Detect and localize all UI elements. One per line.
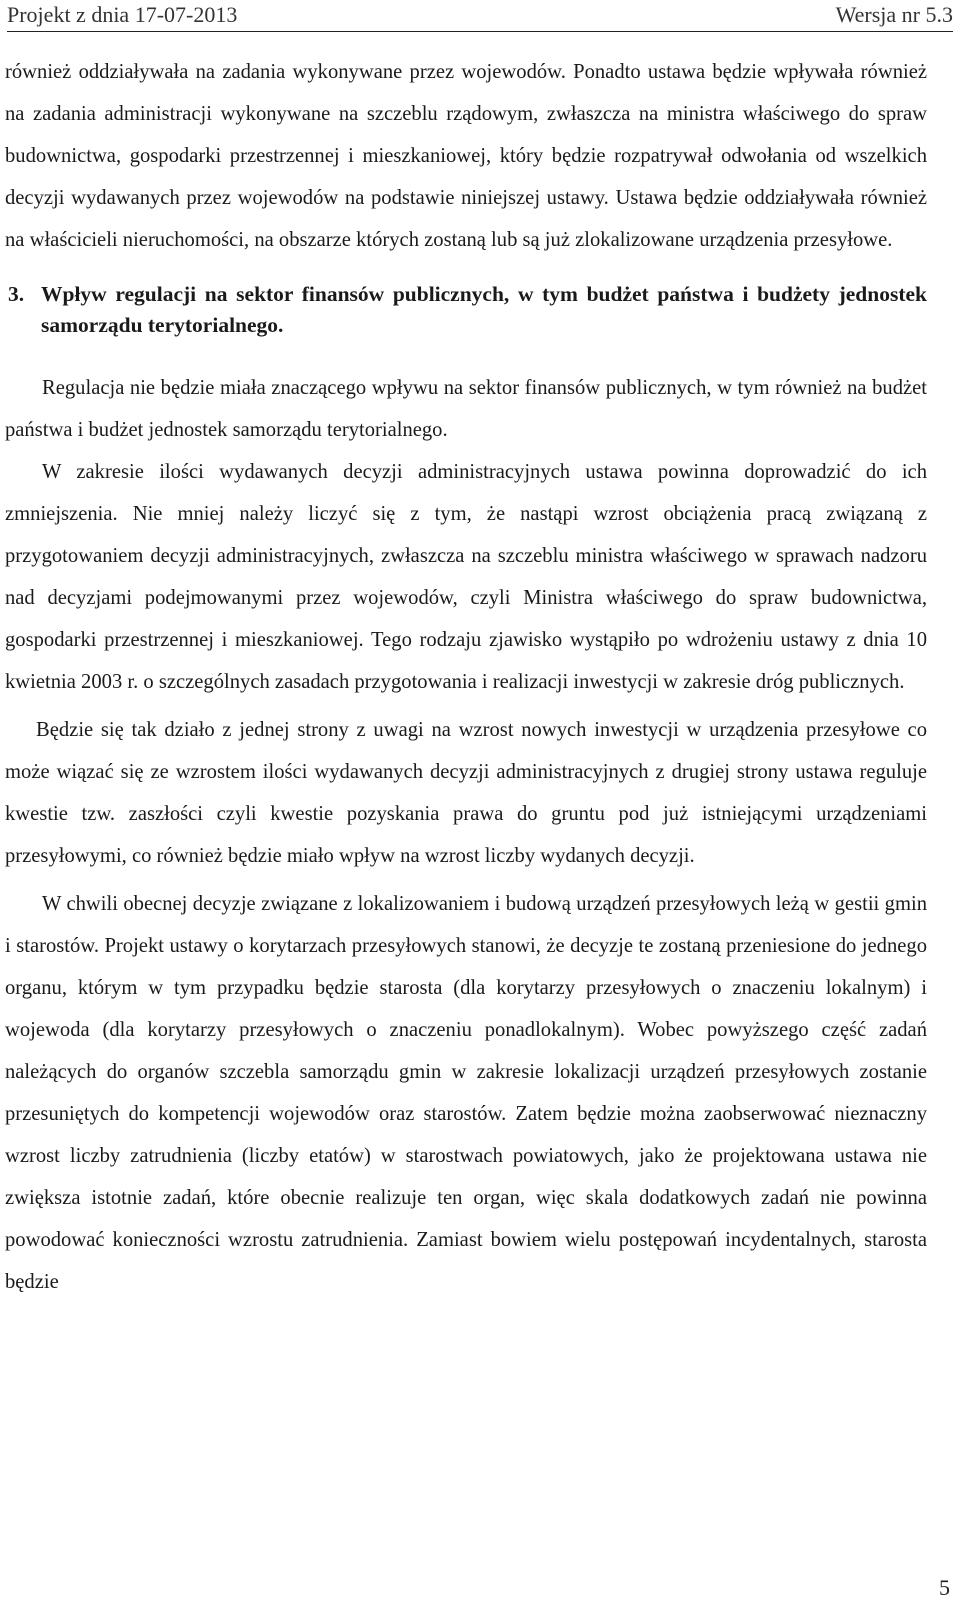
page-header [7,0,953,32]
paragraph-decisions: W zakresie ilości wydawanych decyzji administracyjnych ustawa powinna doprowadzić do ich zmniejszenia. Nie mniej należy liczyć się z tym, że nastąpi wzrost obciążenia pracą związaną z przygotowaniem decyzji administracyjnych, zwłaszcza na szczeblu ministra właściwego w sprawach nadzoru nad decyzjami podejmowanymi przez wojewodów, czyli Ministra właściwego do spraw budownictwa, gospodarki przestrzennej i mieszkaniowej. Tego rodzaju zjawisko wystąpiło po wdrożeniu ustawy z dnia 10 kwietnia 2003 r. o szczególnych zasadach przygotowania i realizacji inwestycji w zakresie dróg publicznych. [5,461,927,693]
paragraph-competences: W chwili obecnej decyzje związane z lokalizowaniem i budową urządzeń przesyłowych leżą w gestii gmin i starostów. Projekt ustawy o korytarzach przesyłowych stanowi, że decyzje te zostaną przeniesione do jednego organu, którym w tym przypadku będzie starosta (dla korytarzy przesyłowych o znaczeniu lokalnym) i wojewoda (dla korytarzy przesyłowych o znaczeniu ponadlokalnym). Wobec powyższego część zadań należących do organów szczebla samorządu gmin w zakresie lokalizacji urządzeń przesyłowych zostanie przesuniętych do kompetencji wojewodów oraz starostów. Zatem będzie można zaobserwować nieznaczny wzrost liczby zatrudnienia (liczby etatów) w starostwach powiatowych, jako że projektowana ustawa nie zwiększa istotnie zadań, które obecnie realizuje ten organ, więc skala dodatkowych zadań nie powinna powodować konieczności wzrostu zatrudnienia. Zamiast bowiem wielu postępowań incydentalnych, starosta będzie [5,893,927,1293]
paragraph-regulation-impact: Regulacja nie będzie miała znaczącego wpływu na sektor finansów publicznych, w tym również na budżet państwa i budżet jednostek samorządu terytorialnego. [5,377,927,441]
header-version: Wersja nr 5.3 [835,2,953,27]
section-heading [5,279,927,341]
section-title: Wpływ regulacji na sektor finansów publicznych, w tym budżet państwa i budżety jednostek samorządu terytorialnego. [41,282,927,337]
paragraph-continuation: również oddziaływała na zadania wykonywane przez wojewodów. Ponadto ustawa będzie wpływała również na zadania administracji wykonywane na szczeblu rządowym, zwłaszcza na ministra właściwego do spraw budownictwa, gospodarki przestrzennej i mieszkaniowej, który będzie rozpatrywał odwołania od wszelkich decyzji wydawanych przez wojewodów na podstawie niniejszej ustawy. Ustawa będzie oddziaływała również na właścicieli nieruchomości, na obszarze których zostaną lub są już zlokalizowane urządzenia przesyłowe. [5,61,927,251]
paragraph-investments: Będzie się tak działo z jednej strony z uwagi na wzrost nowych inwestycji w urządzenia przesyłowe co może wiązać się ze wzrostem ilości wydawanych decyzji administracyjnych z drugiej strony ustawa reguluje kwestie tzw. zaszłości czyli kwestie pozyskania prawa do gruntu pod już istniejącymi urządzeniami przesyłowymi, co również będzie miało wpływ na wzrost liczby wydanych decyzji. [5,719,927,867]
header-project-date: Projekt z dnia 17-07-2013 [7,2,238,27]
section-number: 3. [8,282,25,306]
document-body [5,51,927,1303]
page-number: 5 [939,1575,950,1600]
